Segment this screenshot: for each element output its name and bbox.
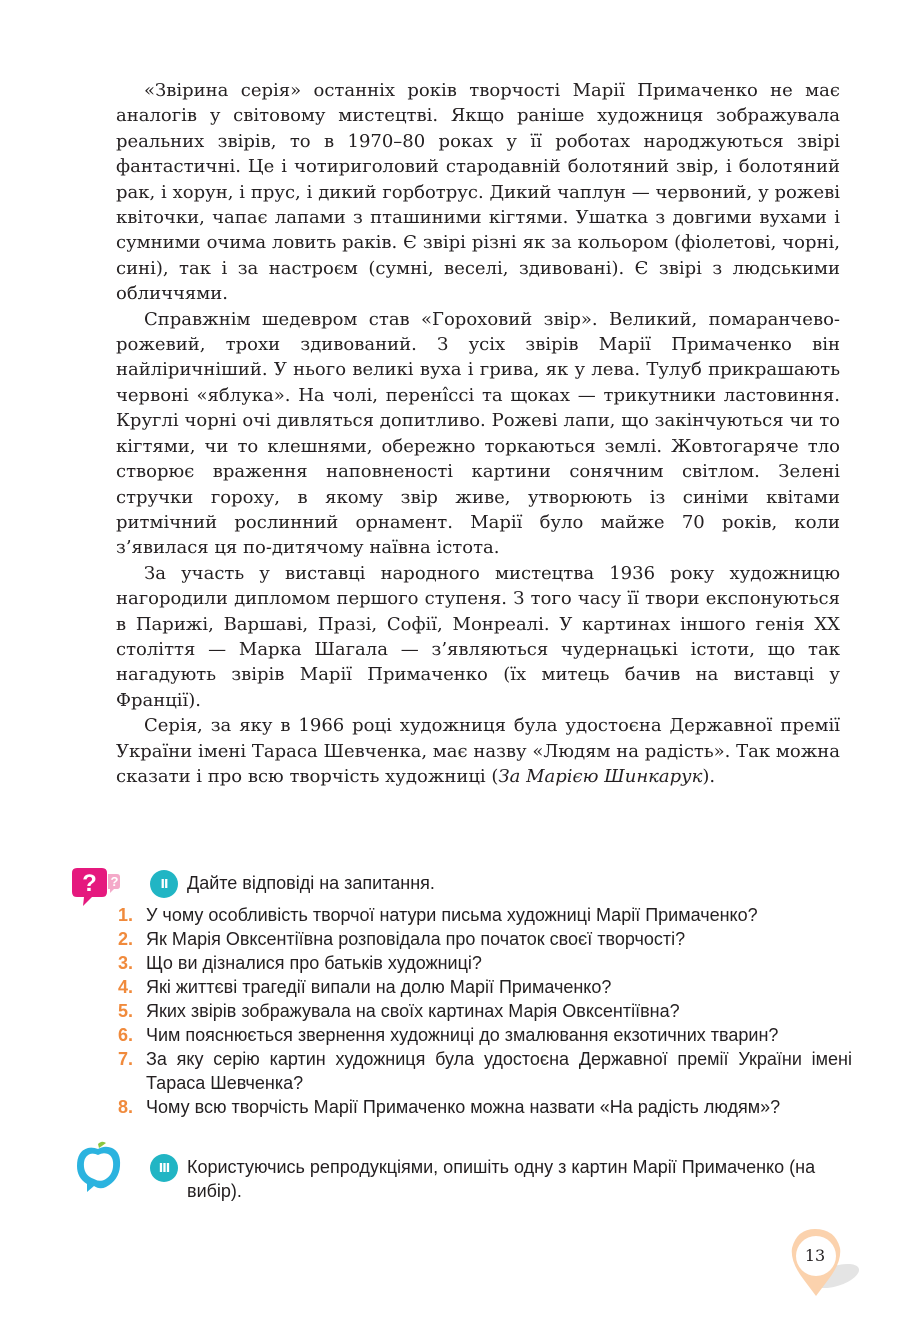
question-number: 5. <box>118 1001 134 1021</box>
main-text <box>116 78 840 789</box>
list-item <box>116 904 852 928</box>
question-number: 7. <box>118 1049 134 1069</box>
question-number: 1. <box>118 905 134 925</box>
question-text: Яких звірів зображувала на своїх картинах Марія Овксентіївна? <box>146 1001 680 1021</box>
question-text: За яку серію картин художниця була удостоєна Державної премії України імені Тараса Шевченка? <box>146 1049 852 1093</box>
list-item <box>116 976 852 1000</box>
question-number: 4. <box>118 977 134 997</box>
question-text: Як Марія Овксентіївна розповідала про початок своєї творчості? <box>146 929 686 949</box>
question-text: У чому особливість творчої натури письма художниці Марії Примаченко? <box>146 905 758 925</box>
question-marks-icon <box>72 864 124 908</box>
question-number: 6. <box>118 1025 134 1045</box>
question-list <box>116 904 852 1120</box>
list-item <box>116 928 852 952</box>
paragraph <box>116 713 840 789</box>
paragraph: Справжнім шедевром став «Гороховий звір». Великий, помаранчево-рожевий, трохи здивований. З усіх звірів Марії Примаченко він найліричніший. У нього великі вуха і грива, як у лева. Тулуб прикрашають червоні «яблука». На чолі, перенîссі та щоках — трикутники ластовиння. Круглі чорні очі дивляться допитливо. Рожеві лапи, що закінчуються чи то кігтями, чи то клешнями, обережно торкаються землі. Жовтогаряче тло створює враження наповненості картини сонячним світлом. Зелені стручки гороху, в якому звір живе, утворюють із синіми квітами ритмічний рослинний орнамент. Марії було майже 70 років, коли з’явилася ця по-дитячому наївна істота. <box>116 308 840 559</box>
question-text: Чому всю творчість Марії Примаченко можна назвати «На радість людям»? <box>146 1096 781 1117</box>
page-number: 13 <box>804 1246 826 1265</box>
question-text: Що ви дізналися про батьків художниці? <box>146 953 482 973</box>
list-item <box>116 1024 852 1048</box>
section-title: Дайте відповіді на запитання. <box>187 873 435 893</box>
question-number: 3. <box>118 953 134 973</box>
attribution: За Марією Шинкарук <box>498 765 703 787</box>
question-text: Які життєві трагедії випали на долю Марії Примаченко? <box>146 977 612 997</box>
question-text: Чим пояснюється звернення художниці до змалювання екзотичних тварин? <box>146 1025 779 1045</box>
list-item <box>116 1096 852 1120</box>
paragraph-text: Серія, за яку в 1966 році художниця була удостоєна Державної премії України імені Тараса Шевченка, має назву «Людям на радість». Так можна сказати і про всю творчість художниці ( <box>116 715 840 787</box>
paragraph-closing: ). <box>702 765 716 787</box>
list-item <box>116 952 852 976</box>
apple-head-icon <box>72 1140 124 1194</box>
question-number: 2. <box>118 929 134 949</box>
list-item <box>116 1000 852 1024</box>
paragraph: За участь у виставці народного мистецтва 1936 року художницю нагородили дипломом першого ступеня. З того часу її твори експонуються в Парижі, Варшаві, Празі, Софії, Монреалі. У картинах іншого генія XX століття — Марка Шагала — з’являються чудернацькі істоти, що так нагадують звірів Марії Примаченко (їх митець бачив на виставці у Франції). <box>116 562 840 711</box>
section-badge: II <box>150 870 178 898</box>
page-number-badge <box>786 1228 866 1308</box>
paragraph: «Звірина серія» останніх років творчості Марії Примаченко не має аналогів у світовому мистецтві. Якщо раніше художниця зображувала реальних звірів, то в 1970–80 роках у її роботах народжуються звірі фантастичні. Це і чотириголовий стародавній болотяний звір, і болотяний рак, і хорун, і прус, і дикий горботрус. Дикий чаплун — червоний, у рожеві квіточки, чапає лапами з пташиними кігтями. Ушатка з довгими вухами і сумними очима ловить раків. Є звірі різні як за кольором (фіолетові, чорні, сині), так і за настроєм (сумні, веселі, здивовані). Є звірі з людськими обличчями. <box>116 80 840 305</box>
section-badge: III <box>150 1154 178 1182</box>
svg-text:?: ? <box>82 870 97 897</box>
question-number: 8. <box>118 1096 134 1117</box>
section-title: Користуючись репродукціями, опишіть одну з картин Марії Примаченко (на вибір). <box>187 1157 816 1201</box>
list-item <box>116 1048 852 1095</box>
svg-text:?: ? <box>110 874 119 889</box>
